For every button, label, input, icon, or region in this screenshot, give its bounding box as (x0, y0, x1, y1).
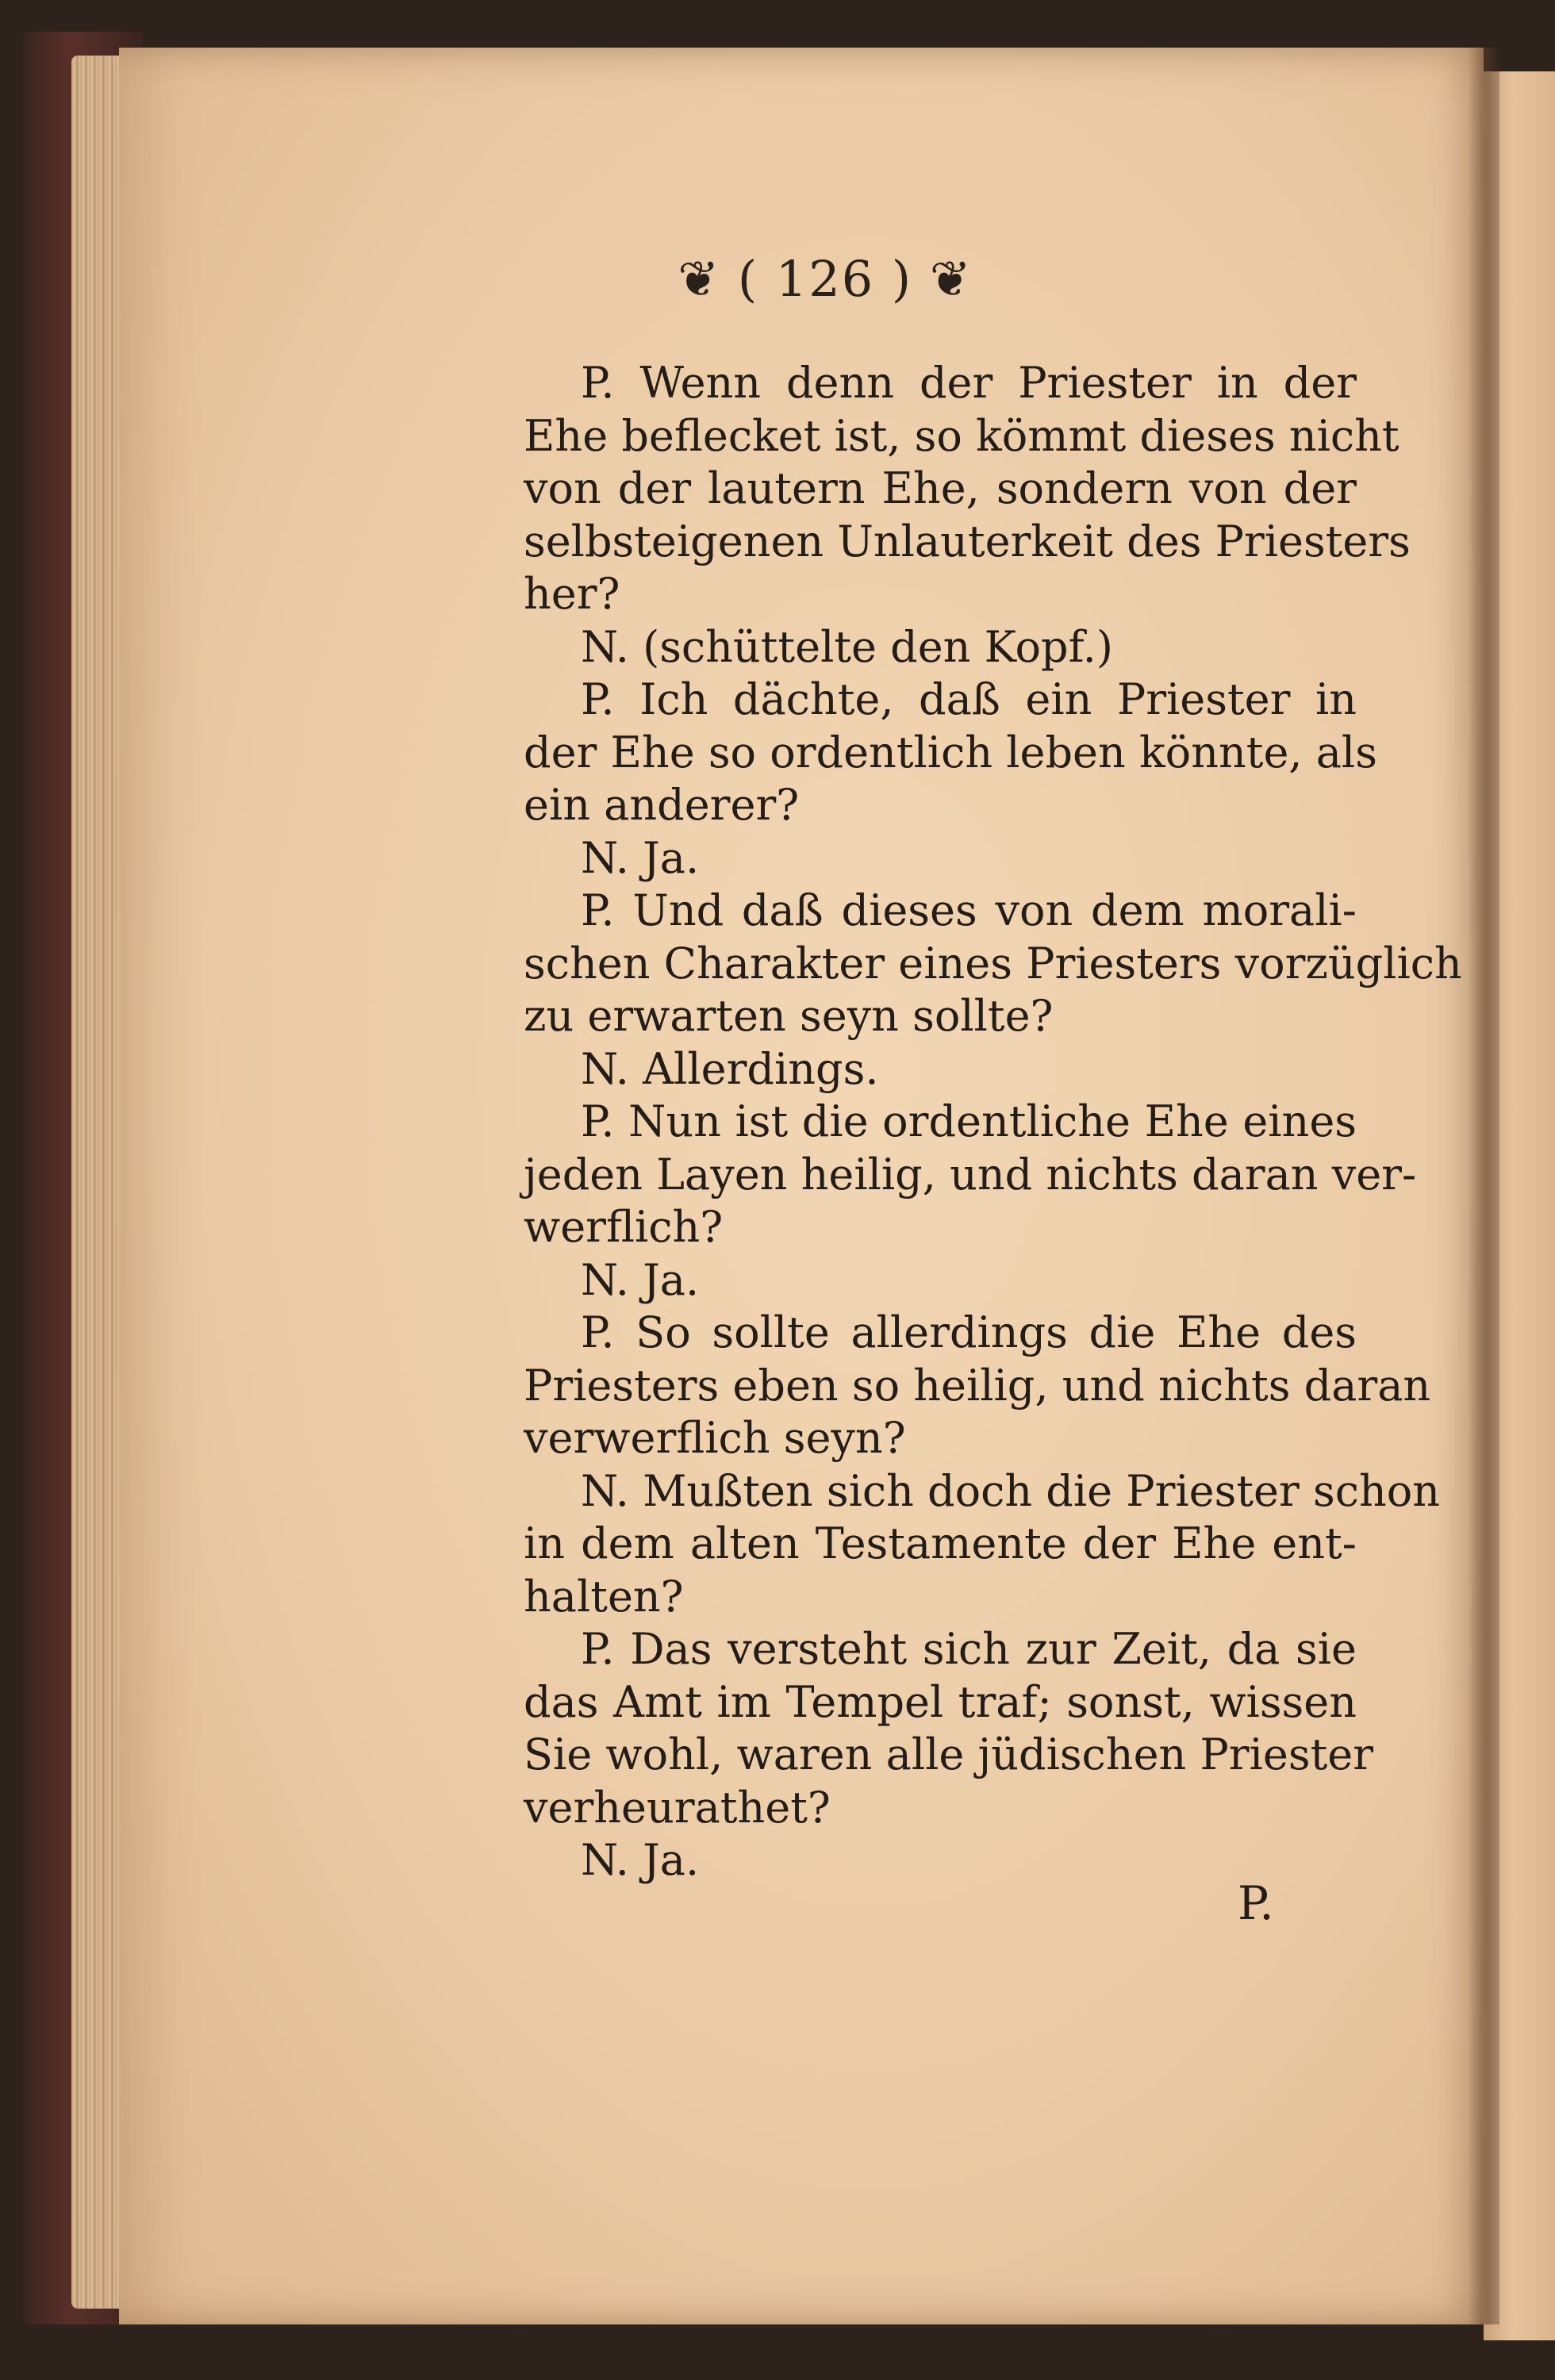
text-line: N. Ja. (581, 1254, 700, 1305)
text-line: in dem alten Testamente der Ehe ent- (524, 1518, 1357, 1568)
text-line: N. Mußten sich doch die Priester schon (581, 1465, 1441, 1516)
text-line: her? (524, 569, 620, 619)
text-line: N. Ja. (581, 832, 700, 883)
text-line: halten? (524, 1571, 684, 1622)
text-line: Sie wohl, waren alle jüdischen Priester (524, 1729, 1374, 1779)
text-line: verheurathet? (524, 1782, 831, 1833)
text-line: P. So sollte allerdings die Ehe des (581, 1307, 1357, 1357)
page-number: ❦ ( 126 ) ❦ (678, 250, 973, 308)
text-line: der Ehe so ordentlich leben könnte, als (524, 727, 1377, 777)
text-line: verwerflich seyn? (524, 1413, 906, 1463)
text-line: P. Das versteht sich zur Zeit, da sie (581, 1624, 1357, 1674)
text-line: das Amt im Tempel traf; sonst, wissen (524, 1676, 1357, 1727)
text-line: P. Wenn denn der Priester in der (581, 358, 1357, 408)
text-block (524, 357, 1462, 1887)
text-line: Ehe beflecket ist, so kömmt dieses nicht (524, 410, 1400, 461)
catchword: P. (1238, 1876, 1274, 1930)
text-line: N. Allerdings. (581, 1043, 879, 1094)
text-line: P. Ich dächte, daß ein Priester in (581, 674, 1357, 724)
text-line: von der lautern Ehe, sondern von der (524, 463, 1357, 513)
text-line: P. Nun ist die ordentliche Ehe eines (581, 1096, 1357, 1146)
text-line: Priesters eben so heilig, und nichts daran (524, 1360, 1431, 1411)
text-line: selbsteigenen Unlauterkeit des Priesters (524, 516, 1411, 566)
text-line: N. Ja. (581, 1835, 700, 1885)
text-line: jeden Layen heilig, und nichts daran ver- (524, 1149, 1417, 1200)
page-gutter (1468, 48, 1499, 2324)
text-line: P. Und daß dieses von dem morali- (581, 885, 1357, 935)
text-line: N. (schüttelte den Kopf.) (581, 621, 1113, 672)
text-line: zu erwarten seyn sollte? (524, 991, 1054, 1041)
text-line: schen Charakter eines Priesters vorzüglich (524, 938, 1462, 988)
text-line: ein anderer? (524, 780, 800, 830)
text-line: werflich? (524, 1202, 724, 1252)
